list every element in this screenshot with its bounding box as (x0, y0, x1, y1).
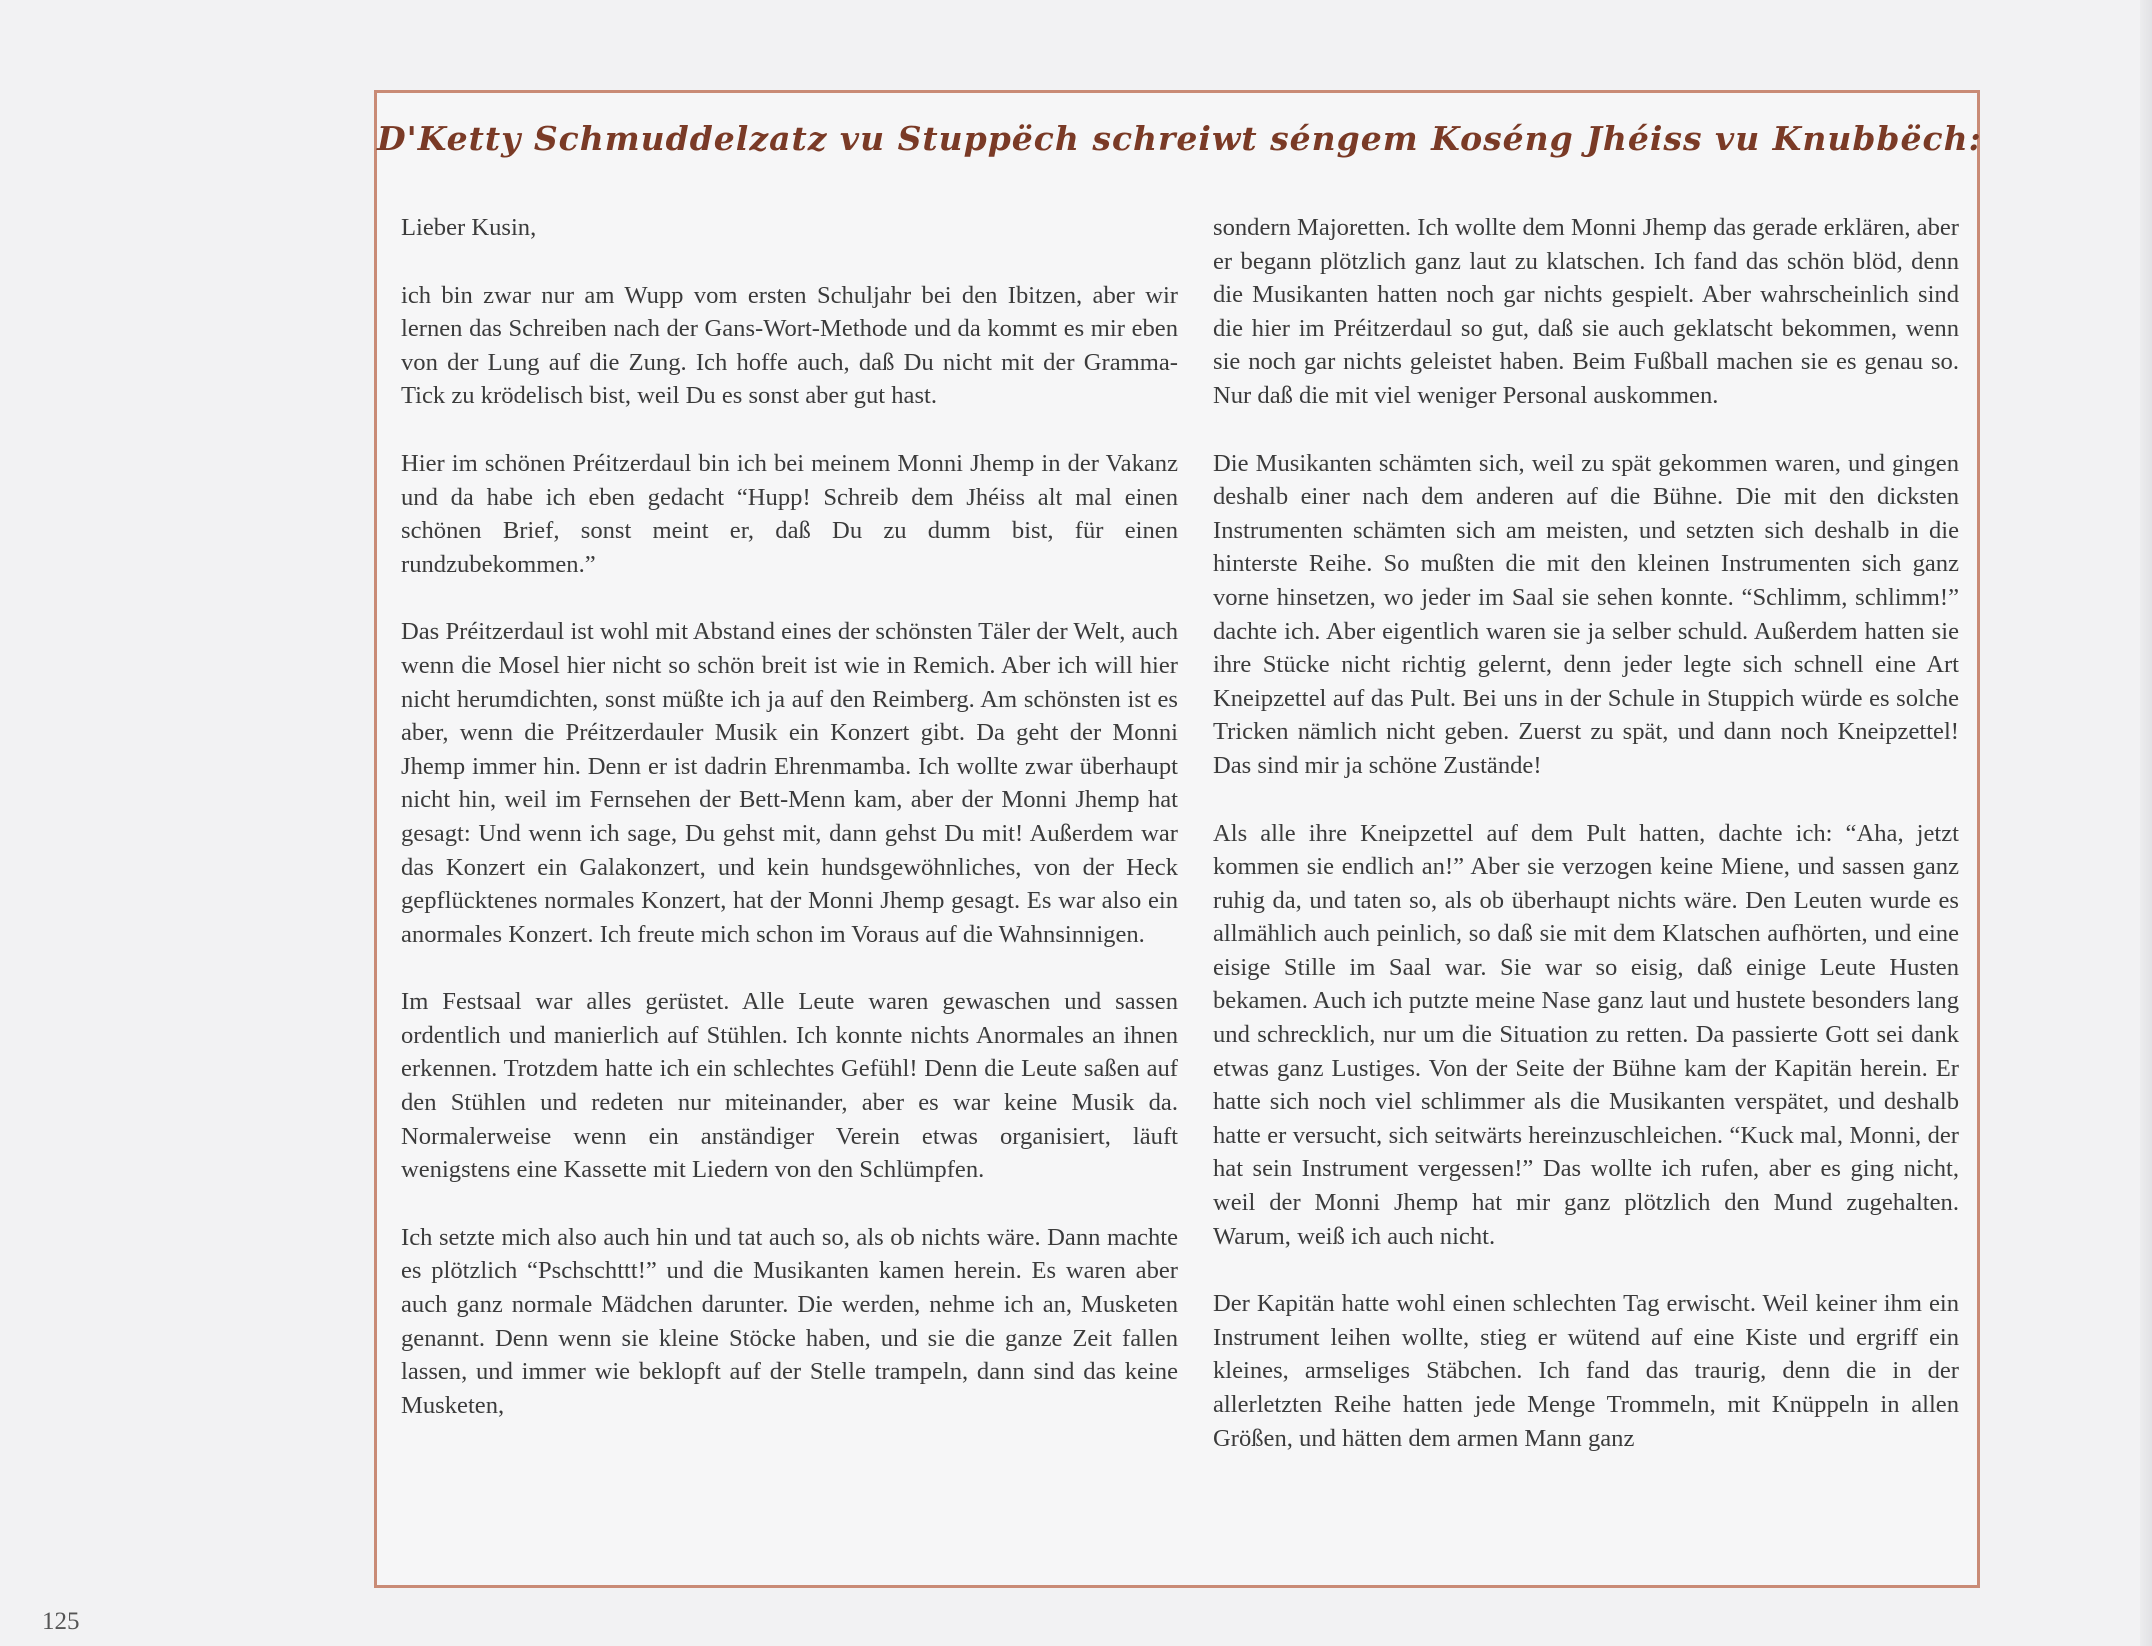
paragraph: Das Préitzerdaul ist wohl mit Abstand eines der schönsten Täler der Welt, auch wenn die Mosel hier nicht so schön breit ist wie in Remich. Aber ich will hier nicht herumdichten, sonst müßte ich ja auf den Reimberg. Am schönsten ist es aber, wenn die Préitzerdauler Musik ein Konzert gibt. Da geht der Monni Jhemp immer hin. Denn er ist dadrin Ehrenmamba. Ich wollte zwar überhaupt nicht hin, weil im Fernsehen der Bett-Menn kam, aber der Monni Jhemp hat gesagt: Und wenn ich sage, Du gehst mit, dann gehst Du mit! Außerdem war das Konzert ein Galakonzert, und kein hundsgewöhnliches, von der Heck gepflücktenes normales Konzert, hat der Monni Jhemp gesagt. Es war also ein anormales Konzert. Ich freute mich schon im Voraus auf die Wahnsinnigen. (401, 618, 1178, 948)
paragraph: Ich setzte mich also auch hin und tat auch so, als ob nichts wäre. Dann machte es plötzlich “Pschschttt!” und die Musikanten kamen herein. Es waren aber auch ganz normale Mädchen darunter. Die werden, nehme ich an, Musketen genannt. Denn wenn sie kleine Stöcke haben, und sie die ganze Zeit fallen lassen, und immer wie beklopft auf der Stelle trampeln, dann sind das keine Musketen, (401, 1223, 1178, 1419)
paragraph: sondern Majoretten. Ich wollte dem Monni Jhemp das gerade erklären, aber er begann plötzlich ganz laut zu klatschen. Ich fand das schön blöd, denn die Musikanten hatten noch gar nichts gespielt. Aber wahrscheinlich sind die hier im Préitzerdaul so gut, daß sie auch geklatscht bekommen, wenn sie noch gar nichts geleistet haben. Beim Fußball machen sie es genau so. Nur daß die mit viel weniger Personal auskommen. (1213, 214, 1959, 409)
paragraph: Die Musikanten schämten sich, weil zu spät gekommen waren, und gingen deshalb einer nach dem anderen auf die Bühne. Die mit den dicksten Instrumenten schämten sich am meisten, und setzten sich deshalb in die hinterste Reihe. So mußten die mit den kleinen Instrumenten sich ganz vorne hinsetzen, wo jeder im Saal sie sehen konnte. “Schlimm, schlimm!” dachte ich. Aber eigentlich waren sie ja selber schuld. Außerdem hatten sie ihre Stücke nicht richtig gelernt, denn jeder legte sich schnell eine Art Kneipzettel auf das Pult. Bei uns in der Schule in Stuppich würde es solche Tricken nämlich nicht geben. Zuerst zu spät, und dann noch Kneipzettel! Das sind mir ja schöne Zustände! (1213, 449, 1959, 779)
left-column (401, 211, 1178, 1456)
paragraph: ich bin zwar nur am Wupp vom ersten Schuljahr bei den Ibitzen, aber wir lernen das Schreiben nach der Gans-Wort-Methode und da kommt es mir eben von der Lung auf die Zung. Ich hoffe auch, daß Du nicht mit der Gramma-Tick zu krödelisch bist, weil Du es sonst aber gut hast. (401, 281, 1178, 410)
letter-frame (374, 90, 1980, 1588)
page-number: 125 (42, 1608, 80, 1635)
paragraph: Der Kapitän hatte wohl einen schlechten Tag erwischt. Weil keiner ihm ein Instrument leihen wollte, stieg er wütend auf eine Kiste und ergriff ein kleines, armseliges Stäbchen. Ich fand das traurig, denn die in der allerletzten Reihe hatten jede Menge Trommeln, mit Knüppeln in allen Größen, und hätten dem armen Mann ganz (1213, 1290, 1959, 1452)
paragraph: Hier im schönen Préitzerdaul bin ich bei meinem Monni Jhemp in der Vakanz und da habe ich eben gedacht “Hupp! Schreib dem Jhéiss alt mal einen schönen Brief, sonst meint er, daß Du zu dumm bist, für einen rundzubekommen.” (401, 449, 1178, 578)
right-column (1213, 211, 1959, 1489)
paragraph: Als alle ihre Kneipzettel auf dem Pult hatten, dachte ich: “Aha, jetzt kommen sie endlich an!” Aber sie verzogen keine Miene, und sassen ganz ruhig da, und taten so, als ob überhaupt nichts wäre. Den Leuten wurde es allmählich auch peinlich, so daß sie mit dem Klatschen aufhörten, und eine eisige Stille im Saal war. Sie war so eisig, daß einige Leute Husten bekamen. Auch ich putzte meine Nase ganz laut und hustete besonders lang und schrecklich, nur um die Situation zu retten. Da passierte Gott sei dank etwas ganz Lustiges. Von der Seite der Bühne kam der Kapitän herein. Er hatte sich noch viel schlimmer als die Musikanten verspätet, und deshalb hatte er versucht, sich seitwärts hereinzuschleichen. “Kuck mal, Monni, der hat sein Instrument vergessen!” Das wollte ich rufen, aber es ging nicht, weil der Monni Jhemp hat mir ganz plötzlich den Mund zugehalten. Warum, weiß ich auch nicht. (1213, 819, 1959, 1250)
page-edge-shadow (2140, 0, 2152, 1646)
paragraph: Im Festsaal war alles gerüstet. Alle Leute waren gewaschen und sassen ordentlich und manierlich auf Stühlen. Ich konnte nichts Anormales an ihnen erkennen. Trotzdem hatte ich ein schlechtes Gefühl! Denn die Leute saßen auf den Stühlen und redeten nur miteinander, aber es war keine Musik da. Normalerweise wenn ein anständiger Verein etwas organisiert, läuft wenigstens eine Kassette mit Liedern von den Schlümpfen. (401, 988, 1178, 1184)
salutation: Lieber Kusin, (401, 214, 537, 241)
letter-title: D'Ketty Schmuddelzatz vu Stuppëch schreiwt séngem Koséng Jhéiss vu Knubbëch: (377, 119, 1982, 158)
